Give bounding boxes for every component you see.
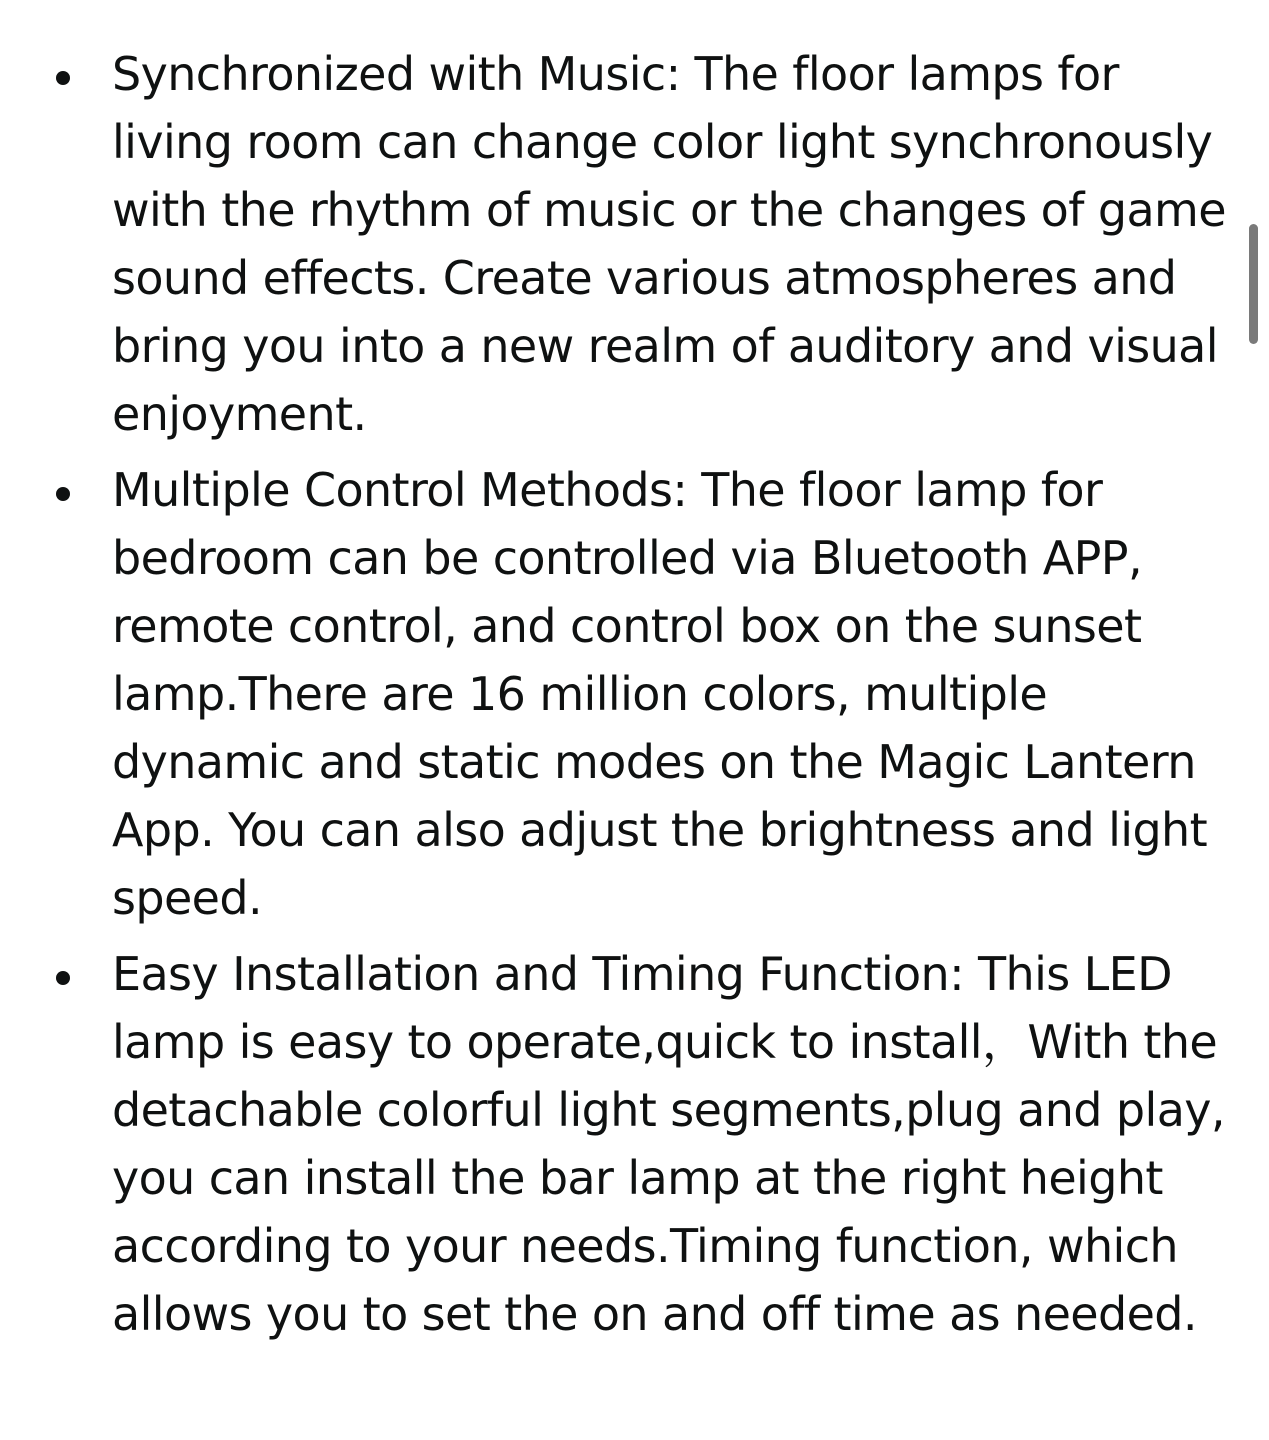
feature-item-installation-timing <box>0 940 1269 1348</box>
bullet-dot-icon <box>56 71 70 85</box>
bullet-dot-icon <box>56 971 70 985</box>
feature-item-music-sync <box>0 40 1269 448</box>
feature-bullet-list <box>0 40 1269 1356</box>
feature-text: Easy Installation and Timing Function: This LED lamp is easy to operate,quick to install，With the detachable colorful light segments,plug and play, you can install the bar lamp at the right height according to your needs.Timing function, which allows you to set the on and off time as needed. <box>112 947 1239 1341</box>
feature-text: Synchronized with Music: The floor lamps for living room can change color light synchronously with the rhythm of music or the changes of game sound effects. Create various atmospheres and bring you into a new realm of auditory and visual enjoyment. <box>112 47 1240 441</box>
scrollbar-thumb[interactable] <box>1249 224 1258 344</box>
feature-text: Multiple Control Methods: The floor lamp for bedroom can be controlled via Bluetooth APP, remote control, and control box on the sunset lamp.There are 16 million colors, multiple dynamic and static modes on the Magic Lantern App. You can also adjust the brightness and light speed. <box>112 463 1222 925</box>
feature-item-control-methods <box>0 456 1269 932</box>
bullet-dot-icon <box>56 487 70 501</box>
